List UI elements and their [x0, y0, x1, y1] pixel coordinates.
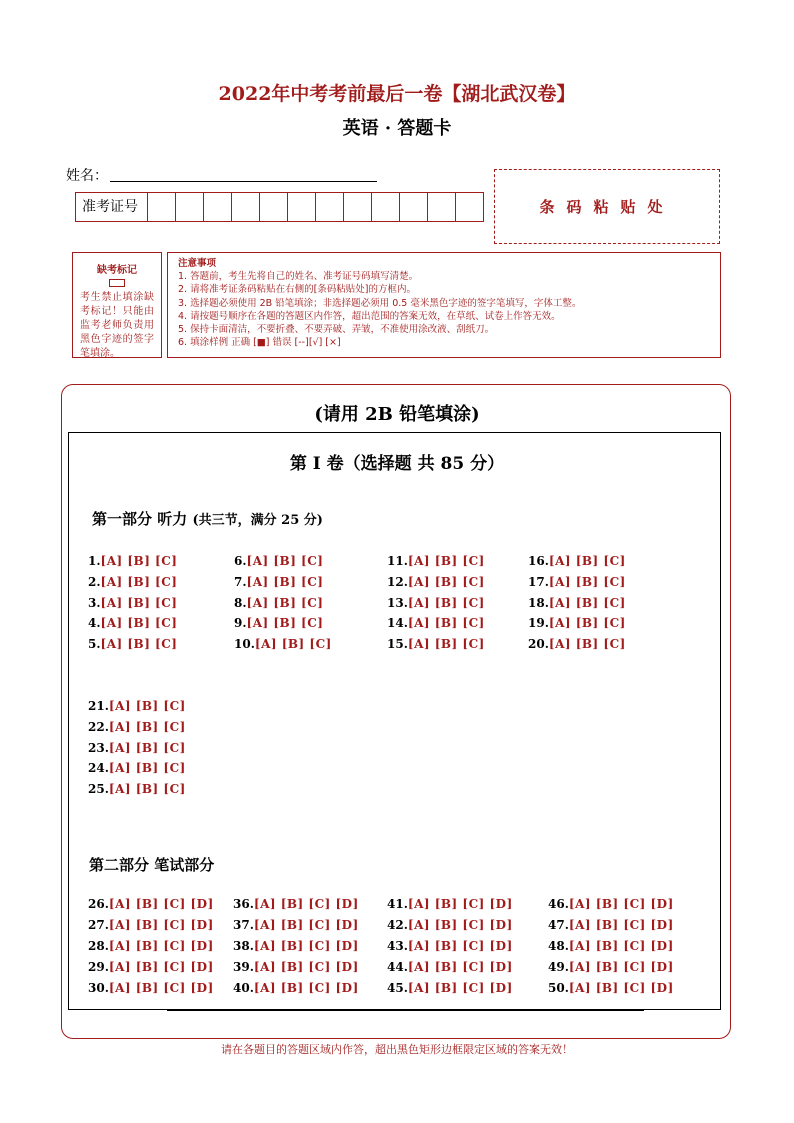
exam-id-cell[interactable]: [288, 193, 316, 221]
answer-options[interactable]: [A] [B] [C] [D]: [407, 981, 513, 995]
answer-options[interactable]: [A] [B] [C]: [407, 616, 485, 631]
question-item[interactable]: [387, 981, 513, 995]
answer-options[interactable]: [A] [B] [C]: [407, 574, 485, 589]
question-item[interactable]: [528, 616, 626, 630]
question-number: 29.: [88, 960, 109, 974]
answer-options[interactable]: [A] [B] [C] [D]: [253, 939, 359, 953]
exam-id-cell[interactable]: [400, 193, 428, 221]
question-number: 28.: [88, 939, 109, 953]
answer-options[interactable]: [A] [B] [C]: [407, 637, 485, 652]
question-number: 39.: [233, 960, 254, 974]
question-item[interactable]: [548, 918, 674, 932]
answer-options[interactable]: [A] [B] [C]: [100, 554, 178, 568]
notice-item: 1. 答题前，考生先将自己的姓名、准考证号码填写清楚。: [178, 271, 419, 283]
answer-options[interactable]: [A] [B] [C] [D]: [253, 981, 359, 995]
divider: [167, 1010, 644, 1011]
question-number: 16.: [528, 554, 549, 568]
question-number: 46.: [548, 897, 569, 911]
question-number: 5.: [88, 637, 101, 652]
notice-title: 注意事项: [178, 258, 217, 269]
question-item[interactable]: [234, 616, 323, 630]
question-item[interactable]: [387, 637, 485, 651]
pencil-note: (请用 2B 铅笔填涂): [314, 404, 480, 425]
question-item[interactable]: [88, 981, 214, 995]
notice-item: 4. 请按题号顺序在各题的答题区内作答，超出范围的答案无效，在草纸、试卷上作答无效。: [178, 310, 561, 322]
question-number: 20.: [528, 637, 549, 652]
question-item[interactable]: [88, 939, 214, 953]
question-number: 15.: [387, 637, 408, 652]
question-item[interactable]: [234, 637, 332, 651]
answer-options[interactable]: [A] [B] [C] [D]: [407, 918, 513, 932]
question-item[interactable]: [548, 897, 674, 911]
exam-id-cell[interactable]: [428, 193, 456, 221]
page-title: 2022年中考考前最后一卷【湖北武汉卷】: [218, 83, 576, 105]
question-number: 7.: [234, 574, 247, 589]
question-number: 45.: [387, 981, 408, 995]
question-item[interactable]: [528, 554, 626, 568]
question-number: 26.: [88, 897, 109, 911]
question-number: 14.: [387, 616, 408, 631]
exam-id-cell[interactable]: [316, 193, 344, 221]
question-item[interactable]: [88, 741, 186, 755]
question-number: 49.: [548, 960, 569, 974]
question-item[interactable]: [387, 960, 513, 974]
question-item[interactable]: [88, 897, 214, 911]
question-number: 3.: [88, 595, 101, 610]
question-item[interactable]: [88, 554, 177, 568]
question-item[interactable]: [387, 939, 513, 953]
question-number: 23.: [88, 740, 109, 755]
part2-title: 第二部分 笔试部分: [89, 856, 215, 874]
exam-id-cell[interactable]: [344, 193, 372, 221]
question-number: 19.: [528, 616, 549, 631]
exam-id-label: 准考证号: [76, 193, 148, 221]
exam-id-grid: [75, 192, 484, 222]
question-number: 42.: [387, 918, 408, 932]
answer-options[interactable]: [A] [B] [C]: [407, 554, 485, 568]
answer-options[interactable]: [A] [B] [C]: [108, 740, 186, 755]
answer-options[interactable]: [A] [B] [C]: [548, 616, 626, 631]
exam-id-cell[interactable]: [372, 193, 400, 221]
answer-options[interactable]: [A] [B] [C]: [108, 761, 186, 776]
notice-item: 6. 填涂样例 正确 [■] 错误 [--][√] [×]: [178, 337, 341, 349]
part1-subtitle: (共三节，满分 25 分): [192, 513, 323, 528]
question-item[interactable]: [548, 960, 674, 974]
answer-options[interactable]: [A] [B] [C]: [407, 595, 485, 610]
question-item[interactable]: [528, 575, 626, 589]
answer-options[interactable]: [A] [B] [C]: [548, 554, 626, 568]
question-number: 47.: [548, 918, 569, 932]
question-number: 43.: [387, 939, 408, 953]
section-title: 第 I 卷（选择题 共 85 分）: [289, 454, 505, 474]
answer-options[interactable]: [A] [B] [C]: [548, 595, 626, 610]
question-item[interactable]: [528, 637, 626, 651]
question-number: 6.: [234, 554, 247, 568]
question-number: 44.: [387, 960, 408, 974]
question-item[interactable]: [88, 616, 177, 630]
question-item[interactable]: [234, 596, 323, 610]
exam-id-cell[interactable]: [260, 193, 288, 221]
question-item[interactable]: [387, 596, 485, 610]
question-number: 30.: [88, 981, 109, 995]
page-subtitle: 英语 · 答题卡: [342, 118, 452, 139]
question-number: 2.: [88, 574, 101, 589]
part1-title-text: 第一部分 听力: [92, 510, 188, 528]
question-item[interactable]: [88, 782, 186, 796]
answer-options[interactable]: [A] [B] [C] [D]: [253, 960, 359, 974]
question-number: 41.: [387, 897, 408, 911]
answer-options[interactable]: [A] [B] [C]: [548, 637, 626, 652]
answer-options[interactable]: [A] [B] [C] [D]: [108, 960, 214, 974]
question-number: 37.: [233, 918, 254, 932]
question-item[interactable]: [234, 575, 323, 589]
question-item[interactable]: [234, 554, 323, 568]
question-number: 17.: [528, 574, 549, 589]
question-item[interactable]: [88, 575, 177, 589]
question-number: 27.: [88, 918, 109, 932]
question-number: 21.: [88, 699, 109, 713]
question-item[interactable]: [88, 596, 177, 610]
answer-options[interactable]: [A] [B] [C]: [246, 574, 324, 589]
question-item[interactable]: [233, 918, 359, 932]
answer-options[interactable]: [A] [B] [C] [D]: [568, 960, 674, 974]
question-item[interactable]: [88, 761, 186, 775]
exam-id-cell[interactable]: [148, 193, 176, 221]
answer-options[interactable]: [A] [B] [C] [D]: [108, 939, 214, 953]
answer-options[interactable]: [A] [B] [C]: [108, 699, 186, 713]
question-item[interactable]: [387, 554, 485, 568]
exam-id-cell[interactable]: [232, 193, 260, 221]
absent-mark-checkbox[interactable]: [109, 279, 125, 287]
notice-item: 3. 选择题必须使用 2B 铅笔填涂；非选择题必须用 0.5 毫米黑色字迹的签字笔填写，字体工整。: [178, 297, 582, 309]
question-item[interactable]: [548, 939, 674, 953]
question-number: 36.: [233, 897, 254, 911]
question-number: 1.: [88, 554, 101, 568]
answer-options[interactable]: [A] [B] [C]: [100, 616, 178, 631]
question-item[interactable]: [88, 699, 186, 713]
answer-options[interactable]: [A] [B] [C] [D]: [568, 897, 674, 911]
question-number: 4.: [88, 616, 101, 631]
answer-options[interactable]: [A] [B] [C]: [246, 616, 324, 631]
question-item[interactable]: [387, 575, 485, 589]
question-number: 22.: [88, 719, 109, 734]
question-item[interactable]: [88, 960, 214, 974]
absent-mark-title: 缺考标记: [97, 265, 137, 276]
question-item[interactable]: [387, 897, 513, 911]
question-number: 13.: [387, 595, 408, 610]
exam-id-cell[interactable]: [176, 193, 204, 221]
answer-options[interactable]: [A] [B] [C] [D]: [568, 981, 674, 995]
answer-options[interactable]: [A] [B] [C]: [100, 637, 178, 652]
question-item[interactable]: [233, 939, 359, 953]
question-item[interactable]: [548, 981, 674, 995]
notice-box: [167, 252, 721, 358]
question-item[interactable]: [233, 981, 359, 995]
question-number: 11.: [387, 554, 408, 568]
answer-options[interactable]: [A] [B] [C] [D]: [407, 897, 513, 911]
notice-item: 2. 请将准考证条码粘贴在右侧的[条码粘贴处]的方框内。: [178, 284, 416, 296]
exam-id-cell[interactable]: [456, 193, 483, 221]
answer-options[interactable]: [A] [B] [C]: [108, 782, 186, 797]
answer-options[interactable]: [A] [B] [C] [D]: [568, 939, 674, 953]
answer-options[interactable]: [A] [B] [C]: [254, 637, 332, 652]
answer-options[interactable]: [A] [B] [C]: [100, 574, 178, 589]
question-number: 24.: [88, 761, 109, 776]
answer-options[interactable]: [A] [B] [C]: [100, 595, 178, 610]
answer-options[interactable]: [A] [B] [C]: [108, 719, 186, 734]
answer-options[interactable]: [A] [B] [C] [D]: [108, 918, 214, 932]
answer-options[interactable]: [A] [B] [C] [D]: [253, 897, 359, 911]
name-field[interactable]: [110, 181, 377, 182]
question-number: 18.: [528, 595, 549, 610]
answer-options[interactable]: [A] [B] [C] [D]: [407, 939, 513, 953]
barcode-area: 条码粘贴处: [494, 169, 720, 244]
answer-options[interactable]: [A] [B] [C]: [548, 574, 626, 589]
question-item[interactable]: [88, 918, 214, 932]
absent-mark-note: 考生禁止填涂缺考标记！只能由监考老师负责用黑色字迹的签字笔填涂。: [80, 292, 154, 358]
question-item[interactable]: [528, 596, 626, 610]
question-number: 25.: [88, 782, 109, 797]
question-number: 40.: [233, 981, 254, 995]
question-item[interactable]: [88, 720, 186, 734]
question-item[interactable]: [233, 897, 359, 911]
name-label: 姓名：: [66, 168, 108, 184]
question-number: 48.: [548, 939, 569, 953]
question-item[interactable]: [233, 960, 359, 974]
question-item[interactable]: [88, 637, 177, 651]
answer-options[interactable]: [A] [B] [C] [D]: [108, 981, 214, 995]
notice-item: 5. 保持卡面清洁，不要折叠、不要弄破、弄皱，不准使用涂改液、刮纸刀。: [178, 324, 495, 336]
answer-options[interactable]: [A] [B] [C] [D]: [568, 918, 674, 932]
answer-options[interactable]: [A] [B] [C]: [246, 595, 324, 610]
absent-mark-box: [72, 252, 162, 358]
part1-title: [92, 508, 323, 529]
footer-note: 请在各题目的答题区域内作答，超出黑色矩形边框限定区域的答案无效！: [221, 1043, 573, 1056]
question-number: 50.: [548, 981, 569, 995]
question-item[interactable]: [387, 918, 513, 932]
exam-id-cell[interactable]: [204, 193, 232, 221]
answer-options[interactable]: [A] [B] [C] [D]: [253, 918, 359, 932]
question-item[interactable]: [387, 616, 485, 630]
question-number: 10.: [234, 637, 255, 652]
answer-options[interactable]: [A] [B] [C] [D]: [407, 960, 513, 974]
answer-options[interactable]: [A] [B] [C] [D]: [108, 897, 214, 911]
question-number: 38.: [233, 939, 254, 953]
question-number: 12.: [387, 574, 408, 589]
answer-options[interactable]: [A] [B] [C]: [246, 554, 324, 568]
question-number: 8.: [234, 595, 247, 610]
question-number: 9.: [234, 616, 247, 631]
